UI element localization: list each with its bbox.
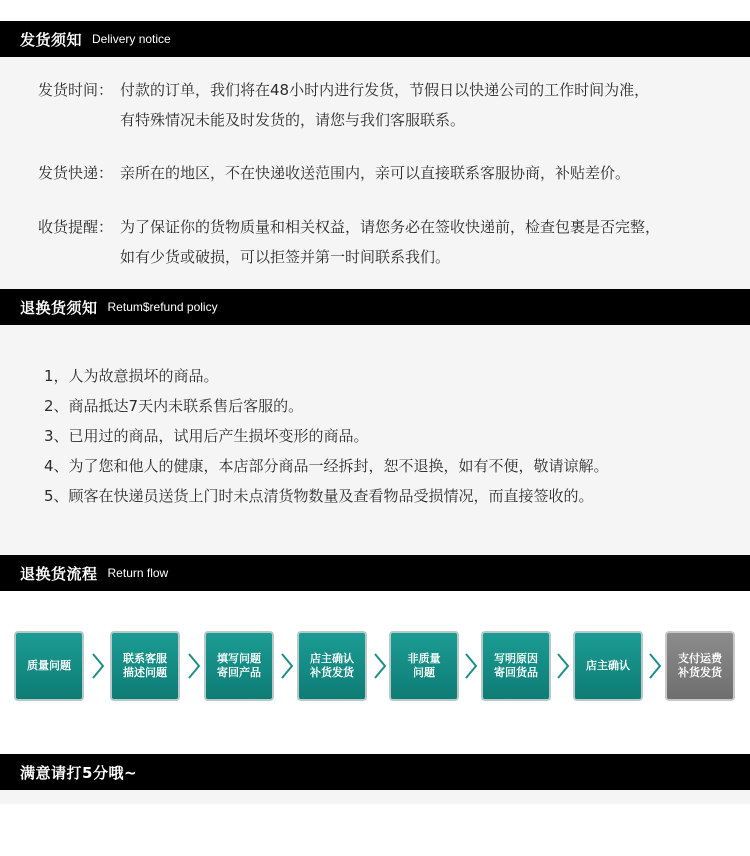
delivery-row-label: 收货提醒： [38, 218, 114, 236]
delivery-title-en: Delivery notice [92, 32, 171, 46]
flow-title-en: Return flow [107, 566, 169, 580]
delivery-row-text: 为了保证你的货物质量和相关权益，请您务必在签收快递前，检查包裹是否完整， [120, 218, 661, 236]
refund-item: 5、顾客在快递员送货上门时未点清货物数量及查看物品受损情况，而直接签收的。 [44, 487, 594, 505]
flow-step-contact-service: 联系客服 描述问题 [110, 631, 180, 701]
chevron-right-icon [648, 652, 662, 680]
delivery-row-text: 亲所在的地区，不在快递收送范围内，亲可以直接联系客服协商，补贴差价。 [120, 164, 631, 182]
refund-item: 3、已用过的商品，试用后产生损坏变形的商品。 [44, 427, 369, 445]
flow-step-return-product: 填写问题 寄回产品 [204, 631, 274, 701]
refund-title: 退换货须知 [20, 298, 98, 317]
flow-step-quality-issue: 质量问题 [14, 631, 84, 701]
delivery-row-label: 发货快递： [38, 164, 114, 182]
flow-step-state-reason: 写明原因 寄回货品 [481, 631, 551, 701]
delivery-row-express [38, 163, 630, 183]
chevron-right-icon [556, 652, 570, 680]
rating-title: 满意请打5分哦~ [20, 763, 138, 782]
rating-panel [0, 790, 750, 804]
refund-item: 2、商品抵达7天内未联系售后客服的。 [44, 397, 304, 415]
refund-header [0, 289, 750, 325]
chevron-right-icon [91, 652, 105, 680]
chevron-right-icon [464, 652, 478, 680]
delivery-row-label: 发货时间： [38, 81, 114, 99]
delivery-header [0, 21, 750, 57]
flow-title: 退换货流程 [20, 564, 98, 583]
delivery-row-text: 付款的订单，我们将在48小时内进行发货，节假日以快递公司的工作时间为准， [120, 81, 650, 99]
delivery-row-time [38, 80, 649, 130]
flow-step-non-quality-issue: 非质量 问题 [389, 631, 459, 701]
delivery-title: 发货须知 [20, 30, 83, 49]
rating-header [0, 754, 750, 790]
refund-item: 4、为了您和他人的健康，本店部分商品一经拆封，恕不退换，如有不便，敬请谅解。 [44, 457, 609, 475]
refund-item: 1，人为故意损坏的商品。 [44, 367, 219, 385]
delivery-row-text-2: 如有少货或破损，可以拒签并第一时间联系我们。 [120, 248, 451, 266]
chevron-right-icon [373, 652, 387, 680]
flow-header [0, 555, 750, 591]
delivery-row-reminder [38, 217, 660, 267]
chevron-right-icon [187, 652, 201, 680]
flow-step-owner-confirm: 店主确认 [573, 631, 643, 701]
flow-step-pay-shipping: 支付运费 补货发货 [665, 631, 735, 701]
flow-step-owner-confirm-ship: 店主确认 补货发货 [297, 631, 367, 701]
delivery-row-text-2: 有特殊情况未能及时发货的，请您与我们客服联系。 [120, 111, 466, 129]
refund-title-en: Retum$refund policy [107, 300, 218, 314]
chevron-right-icon [280, 652, 294, 680]
